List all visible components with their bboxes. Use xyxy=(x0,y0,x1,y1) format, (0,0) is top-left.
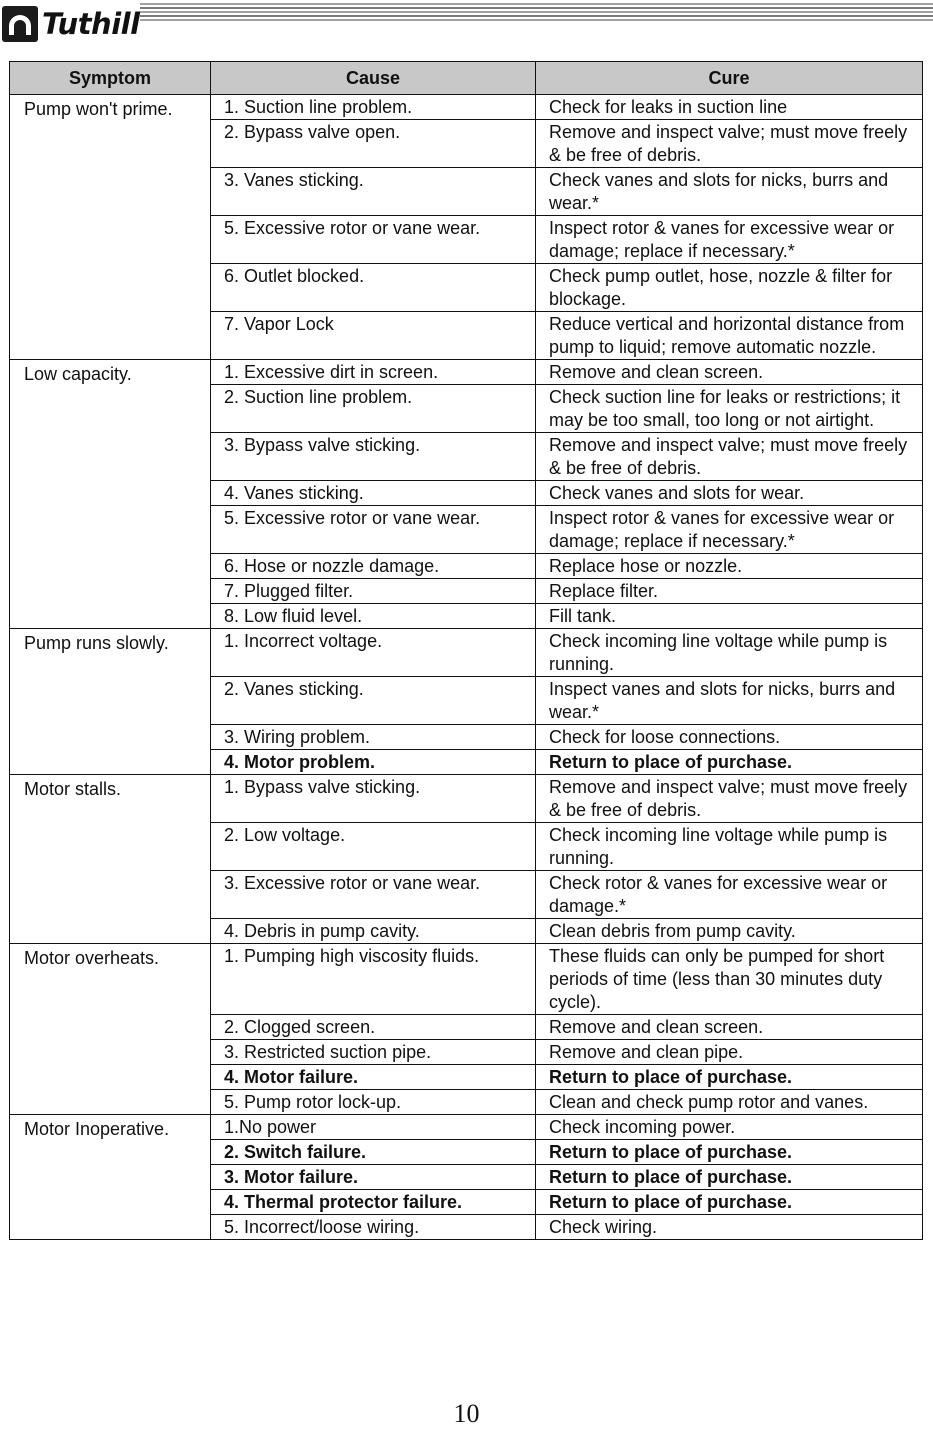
cure-cell: Remove and inspect valve; must move freely & be free of debris. xyxy=(536,433,923,481)
tuthill-logo-icon xyxy=(2,6,38,42)
cure-cell: Replace hose or nozzle. xyxy=(536,554,923,579)
cure-cell: Check rotor & vanes for excessive wear or damage.* xyxy=(536,871,923,919)
cause-cell: 2. Low voltage. xyxy=(211,823,536,871)
symptom-cell: Low capacity. xyxy=(10,360,211,629)
table-row xyxy=(10,944,923,1015)
cure-cell: Remove and inspect valve; must move freely & be free of debris. xyxy=(536,120,923,168)
cure-cell: Check incoming line voltage while pump is running. xyxy=(536,629,923,677)
cause-cell: 6. Outlet blocked. xyxy=(211,264,536,312)
cure-cell: Return to place of purchase. xyxy=(536,1165,923,1190)
cure-cell: Remove and inspect valve; must move freely & be free of debris. xyxy=(536,775,923,823)
cure-cell: Check wiring. xyxy=(536,1215,923,1240)
cause-cell: 1. Incorrect voltage. xyxy=(211,629,536,677)
cause-cell: 4. Debris in pump cavity. xyxy=(211,919,536,944)
cure-cell: Check pump outlet, hose, nozzle & filter for blockage. xyxy=(536,264,923,312)
cause-cell: 4. Thermal protector failure. xyxy=(211,1190,536,1215)
cure-cell: Clean and check pump rotor and vanes. xyxy=(536,1090,923,1115)
cure-cell: Check vanes and slots for nicks, burrs and wear.* xyxy=(536,168,923,216)
cause-cell: 1. Pumping high viscosity fluids. xyxy=(211,944,536,1015)
table-header-row xyxy=(10,62,923,95)
cure-cell: Remove and clean screen. xyxy=(536,360,923,385)
symptom-cell: Motor overheats. xyxy=(10,944,211,1115)
cure-cell: These fluids can only be pumped for short periods of time (less than 30 minutes duty cycle). xyxy=(536,944,923,1015)
cause-cell: 4. Motor failure. xyxy=(211,1065,536,1090)
cure-cell: Check incoming power. xyxy=(536,1115,923,1140)
cause-cell: 2. Switch failure. xyxy=(211,1140,536,1165)
symptom-cell: Pump won't prime. xyxy=(10,95,211,360)
table-row xyxy=(10,775,923,823)
cure-cell: Return to place of purchase. xyxy=(536,750,923,775)
cause-cell: 2. Clogged screen. xyxy=(211,1015,536,1040)
cause-cell: 7. Plugged filter. xyxy=(211,579,536,604)
cause-cell: 3. Excessive rotor or vane wear. xyxy=(211,871,536,919)
cause-cell: 3. Vanes sticking. xyxy=(211,168,536,216)
cure-cell: Check vanes and slots for wear. xyxy=(536,481,923,506)
page-header xyxy=(0,0,933,50)
column-header-cause: Cause xyxy=(211,62,536,95)
cure-cell: Check for loose connections. xyxy=(536,725,923,750)
cure-cell: Check for leaks in suction line xyxy=(536,95,923,120)
header-rule xyxy=(140,3,933,23)
cure-cell: Inspect rotor & vanes for excessive wear or damage; replace if necessary.* xyxy=(536,506,923,554)
cause-cell: 7. Vapor Lock xyxy=(211,312,536,360)
cause-cell: 2. Bypass valve open. xyxy=(211,120,536,168)
table-row xyxy=(10,95,923,120)
cure-cell: Replace filter. xyxy=(536,579,923,604)
cause-cell: 4. Motor problem. xyxy=(211,750,536,775)
cause-cell: 1.No power xyxy=(211,1115,536,1140)
symptom-cell: Motor stalls. xyxy=(10,775,211,944)
cause-cell: 3. Restricted suction pipe. xyxy=(211,1040,536,1065)
cause-cell: 5. Incorrect/loose wiring. xyxy=(211,1215,536,1240)
cure-cell: Reduce vertical and horizontal distance from pump to liquid; remove automatic nozzle. xyxy=(536,312,923,360)
tuthill-logo xyxy=(2,6,140,42)
cause-cell: 5. Excessive rotor or vane wear. xyxy=(211,216,536,264)
cure-cell: Remove and clean screen. xyxy=(536,1015,923,1040)
column-header-cure: Cure xyxy=(536,62,923,95)
cause-cell: 3. Motor failure. xyxy=(211,1165,536,1190)
symptom-cell: Pump runs slowly. xyxy=(10,629,211,775)
cause-cell: 4. Vanes sticking. xyxy=(211,481,536,506)
page-number: 10 xyxy=(453,1399,480,1428)
cure-cell: Return to place of purchase. xyxy=(536,1065,923,1090)
symptom-cell: Motor Inoperative. xyxy=(10,1115,211,1240)
cause-cell: 5. Pump rotor lock-up. xyxy=(211,1090,536,1115)
cause-cell: 5. Excessive rotor or vane wear. xyxy=(211,506,536,554)
cure-cell: Return to place of purchase. xyxy=(536,1190,923,1215)
troubleshooting-table xyxy=(9,61,923,1240)
table-row xyxy=(10,1115,923,1140)
cure-cell: Return to place of purchase. xyxy=(536,1140,923,1165)
cure-cell: Remove and clean pipe. xyxy=(536,1040,923,1065)
table-body xyxy=(10,95,923,1240)
cause-cell: 1. Suction line problem. xyxy=(211,95,536,120)
cause-cell: 3. Wiring problem. xyxy=(211,725,536,750)
cause-cell: 3. Bypass valve sticking. xyxy=(211,433,536,481)
cause-cell: 1. Excessive dirt in screen. xyxy=(211,360,536,385)
cause-cell: 1. Bypass valve sticking. xyxy=(211,775,536,823)
column-header-symptom: Symptom xyxy=(10,62,211,95)
cause-cell: 2. Suction line problem. xyxy=(211,385,536,433)
cause-cell: 6. Hose or nozzle damage. xyxy=(211,554,536,579)
cure-cell: Check suction line for leaks or restrictions; it may be too small, too long or not airtight. xyxy=(536,385,923,433)
cure-cell: Fill tank. xyxy=(536,604,923,629)
brand-name: Tuthill xyxy=(42,7,140,41)
cause-cell: 8. Low fluid level. xyxy=(211,604,536,629)
table-row xyxy=(10,360,923,385)
cause-cell: 2. Vanes sticking. xyxy=(211,677,536,725)
cure-cell: Clean debris from pump cavity. xyxy=(536,919,923,944)
cure-cell: Inspect vanes and slots for nicks, burrs and wear.* xyxy=(536,677,923,725)
table-row xyxy=(10,629,923,677)
cure-cell: Check incoming line voltage while pump is running. xyxy=(536,823,923,871)
cure-cell: Inspect rotor & vanes for excessive wear or damage; replace if necessary.* xyxy=(536,216,923,264)
